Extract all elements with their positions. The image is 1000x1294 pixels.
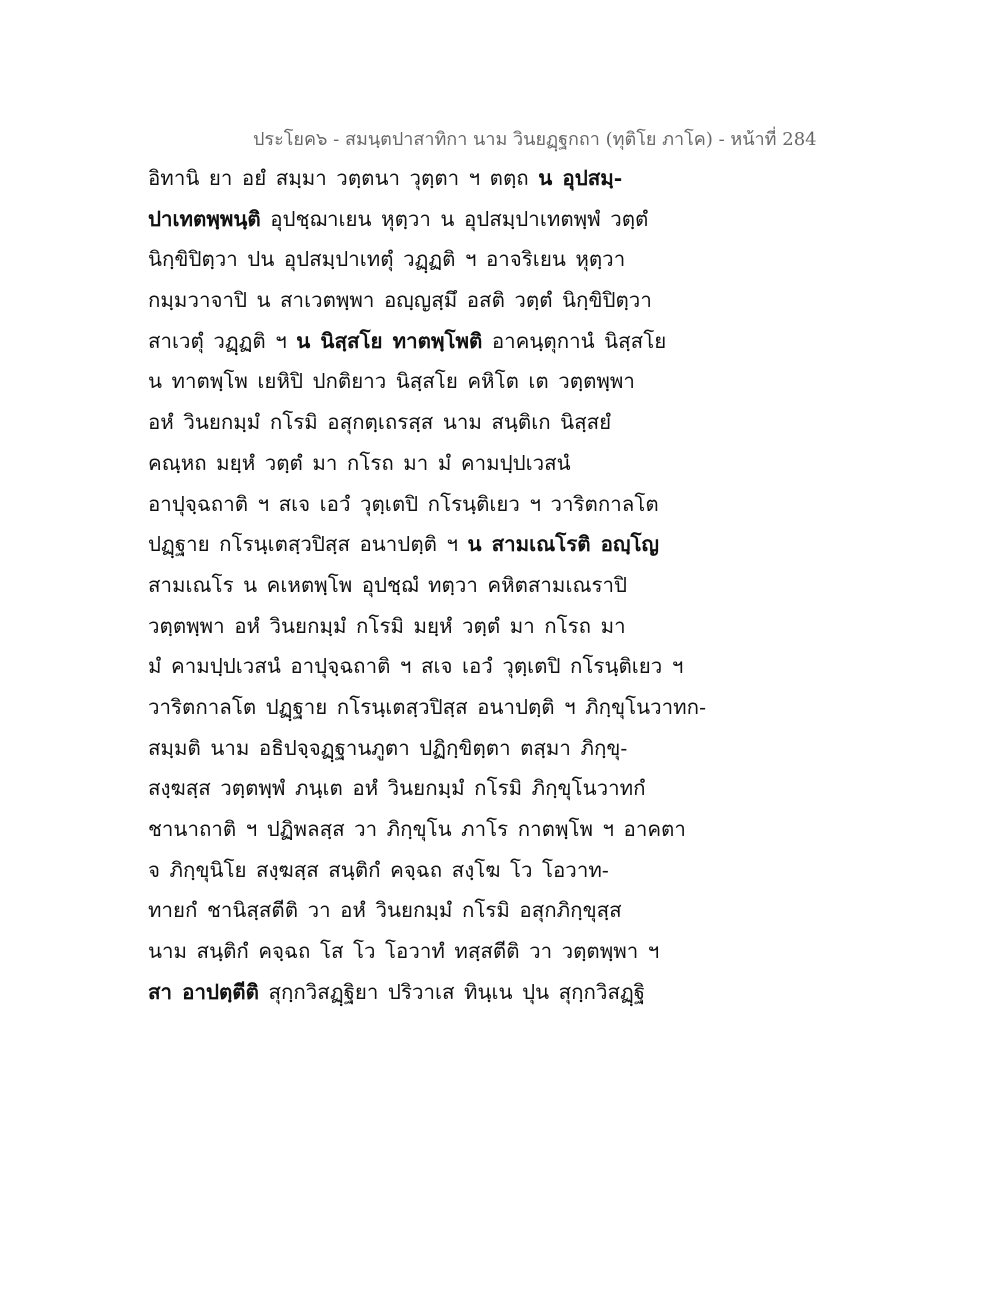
text-line: [148, 809, 686, 850]
text-segment: อาคนฺตุกานํ นิสฺสโย: [482, 328, 667, 353]
text-segment: จ ภิกฺขุนิโย สงฺฆสฺส สนฺติกํ คจฺฉถ สงฺโฆ โว โอวาท-: [148, 857, 609, 882]
text-line: [148, 728, 668, 769]
text-line: [148, 931, 668, 972]
text-line: [148, 768, 668, 809]
text-segment: คณฺหถ มยฺหํ วตฺตํ มา กโรถ มา มํ คามปฺปเวสนํ: [148, 450, 571, 475]
text-line: [148, 280, 668, 321]
text-line: [148, 890, 668, 931]
text-line: [148, 972, 668, 1013]
text-line: [148, 524, 668, 565]
text-segment: วาริตกาลโต ปฏฺฐาย กโรนฺเตสฺวปิสฺส อนาปตฺติ ฯ ภิกฺขุโนวาทก-: [148, 694, 706, 719]
text-line: [148, 199, 668, 240]
text-segment: สงฺฆสฺส วตฺตพฺพํ ภนฺเต อหํ วินยกมฺมํ กโรมิ ภิกฺขุโนวาทกํ: [148, 776, 646, 801]
text-segment: สุกฺกวิสฏฺฐิยา ปริวาเส ทินฺเน ปุน สุกฺกวิสฏฺฐิ: [258, 979, 646, 1004]
bold-term: ปาเทตพฺพนฺติ: [148, 206, 261, 231]
text-segment: ปฏฺฐาย กโรนฺเตสฺวปิสฺส อนาปตฺติ ฯ: [148, 532, 468, 557]
text-segment: อิทานิ ยา อยํ สมฺมา วตฺตนา วุตฺตา ฯ ตตฺถ: [148, 166, 539, 190]
text-segment: ชานาถาติ ฯ ปฏิพลสฺส วา ภิกฺขุโน ภาโร กาตพฺโพ ฯ อาคตา: [148, 817, 686, 841]
text-segment: กมฺมวาจาปิ น สาเวตพฺพา อญฺญสฺมึ อสติ วตฺตํ นิกฺขิปิตฺวา: [148, 288, 652, 313]
text-segment: นาม สนฺติกํ คจฺฉถ โส โว โอวาทํ ทสฺสตีติ วา วตฺตพฺพา ฯ: [148, 939, 660, 964]
text-line: [148, 484, 668, 525]
text-line: [148, 239, 668, 280]
bold-term: สา อาปตฺตีติ: [148, 979, 259, 1004]
text-segment: สามเณโร น คเหตพฺโพ อุปชฺฌํ ทตฺวา คหิตสามเณราปิ: [148, 572, 628, 597]
text-segment: สมฺมติ นาม อธิปจฺจฏฺฐานภูตา ปฏิกฺขิตฺตา ตสฺมา ภิกฺขุ-: [148, 735, 628, 760]
bold-term: น อุปสมฺ-: [538, 166, 623, 190]
bold-term: น นิสฺสโย ทาตพฺโพติ: [296, 328, 483, 353]
text-line: [148, 158, 668, 199]
text-segment: ทายกํ ชานิสฺสตีติ วา อหํ วินยกมฺมํ กโรมิ อสุกภิกฺขุสฺส: [148, 898, 622, 923]
text-segment: มํ คามปฺปเวสนํ อาปุจฺฉถาติ ฯ สเจ เอวํ วุตฺเตปิ กโรนฺติเยว ฯ: [148, 654, 684, 679]
text-segment: อาปุจฺฉถาติ ฯ สเจ เอวํ วุตฺเตปิ กโรนฺติเยว ฯ วาริตกาลโต: [148, 491, 659, 516]
bold-term: น สามเณโรติ อญฺโญ: [467, 532, 659, 557]
text-line: [148, 606, 668, 647]
text-line: [148, 361, 668, 402]
text-segment: สาเวตุํ วฏฺฏติ ฯ: [148, 328, 297, 353]
text-line: [148, 443, 668, 484]
text-line: [148, 565, 668, 606]
text-line: [148, 687, 706, 728]
text-segment: น ทาตพฺโพ เยหิปิ ปกติยาว นิสฺสโย คหิโต เต วตฺตพฺพา: [148, 369, 635, 394]
running-header: ประโยค๖ - สมนฺตปาสาทิกา นาม วินยฏฺฐกถา (ทุติโย ภาโค) - หน้าที่ 284: [253, 129, 817, 150]
text-line: [148, 321, 668, 362]
text-segment: อุปชฺฌาเยน หุตฺวา น อุปสมฺปาเทตพฺพํ วตฺตํ: [260, 206, 649, 231]
text-line: [148, 850, 668, 891]
text-segment: อหํ วินยกมฺมํ กโรมิ อสุกตฺเถรสฺส นาม สนฺติเก นิสฺสยํ: [148, 410, 612, 435]
text-line: [148, 646, 684, 687]
body-text: [148, 158, 706, 1012]
text-line: [148, 402, 668, 443]
text-segment: นิกฺขิปิตฺวา ปน อุปสมฺปาเทตุํ วฏฺฏติ ฯ อาจริเยน หุตฺวา: [148, 247, 626, 272]
text-segment: วตฺตพฺพา อหํ วินยกมฺมํ กโรมิ มยฺหํ วตฺตํ มา กโรถ มา: [148, 613, 626, 638]
